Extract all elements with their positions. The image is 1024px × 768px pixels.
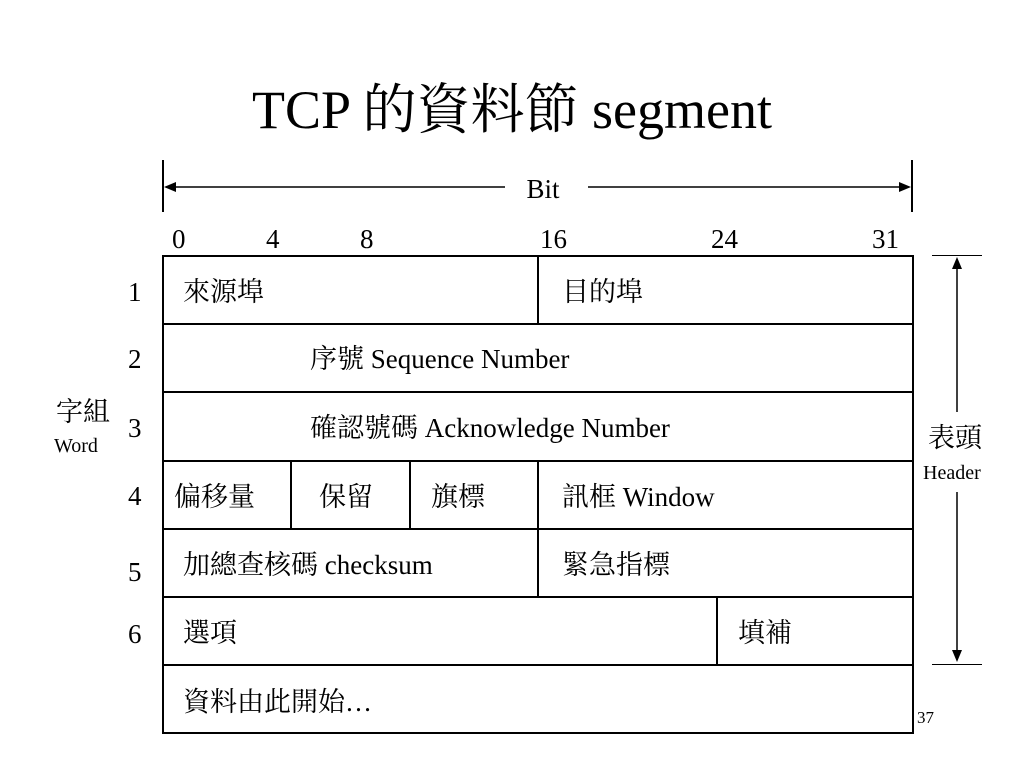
bit-label: Bit (505, 172, 581, 206)
field-acknowledge-number: 確認號碼 Acknowledge Number (310, 413, 670, 443)
row-number-5: 5 (128, 557, 142, 587)
field-options: 選項 (183, 618, 237, 648)
bit-tick-24: 24 (711, 224, 738, 254)
field-flags: 旗標 (431, 482, 485, 512)
bit-tick-8: 8 (360, 224, 374, 254)
bit-tick-0: 0 (172, 224, 186, 254)
word-label-cjk: 字組 (56, 397, 110, 427)
page-number: 37 (917, 708, 934, 727)
field-destination-port: 目的埠 (562, 277, 643, 307)
field-padding: 填補 (738, 618, 792, 648)
row-number-2: 2 (128, 344, 142, 374)
word-label-en: Word (54, 435, 98, 457)
header-label-cjk: 表頭 (928, 423, 982, 453)
row-number-3: 3 (128, 413, 142, 443)
row-number-1: 1 (128, 277, 142, 307)
field-checksum: 加總查核碼 checksum (183, 550, 433, 580)
field-data: 資料由此開始… (183, 687, 372, 717)
bit-tick-4: 4 (266, 224, 280, 254)
bit-tick-31: 31 (872, 224, 899, 254)
field-urgent-pointer: 緊急指標 (562, 550, 670, 580)
field-offset: 偏移量 (174, 482, 255, 512)
row-number-4: 4 (128, 481, 142, 511)
field-window: 訊框 Window (562, 482, 715, 512)
header-label-en: Header (923, 462, 981, 484)
field-sequence-number: 序號 Sequence Number (310, 344, 570, 374)
field-source-port: 來源埠 (183, 277, 264, 307)
row-number-6: 6 (128, 619, 142, 649)
field-reserved: 保留 (319, 482, 373, 512)
page-title: TCP 的資料節 segment (252, 80, 772, 140)
bit-tick-16: 16 (540, 224, 567, 254)
